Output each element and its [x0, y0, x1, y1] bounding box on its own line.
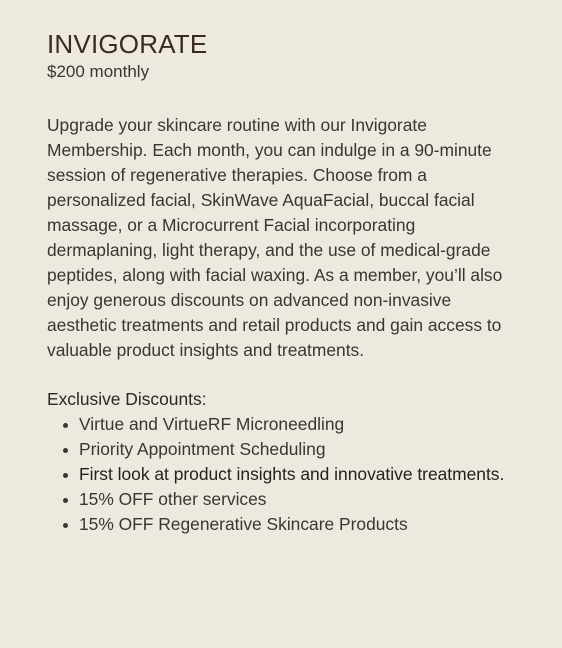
- discount-item-microneedling: Virtue and VirtueRF Microneedling: [61, 412, 521, 437]
- discount-item-skincare-products: 15% OFF Regenerative Skincare Products: [61, 512, 521, 537]
- discount-item-first-look: First look at product insights and innovative treatments.: [61, 462, 521, 487]
- discounts-list: [47, 412, 521, 537]
- discounts-heading: Exclusive Discounts:: [47, 389, 207, 409]
- discount-item-priority-scheduling: Priority Appointment Scheduling: [61, 437, 521, 462]
- membership-description: Upgrade your skincare routine with our Invigorate Membership. Each month, you can indulge in a 90-minute session of regenerative therapies. Choose from a personalized facial, SkinWave AquaFacial, buccal facial massage, or a Microcurrent Facial incorporating dermaplaning, light therapy, and the use of medical-grade peptides, along with facial waxing. As a member, you’ll also enjoy generous discounts on advanced non-invasive aesthetic treatments and retail products and gain access to valuable product insights and treatments.: [47, 115, 503, 360]
- membership-price: $200 monthly: [47, 62, 150, 81]
- discount-item-other-services: 15% OFF other services: [61, 487, 521, 512]
- membership-title: INVIGORATE: [47, 29, 208, 59]
